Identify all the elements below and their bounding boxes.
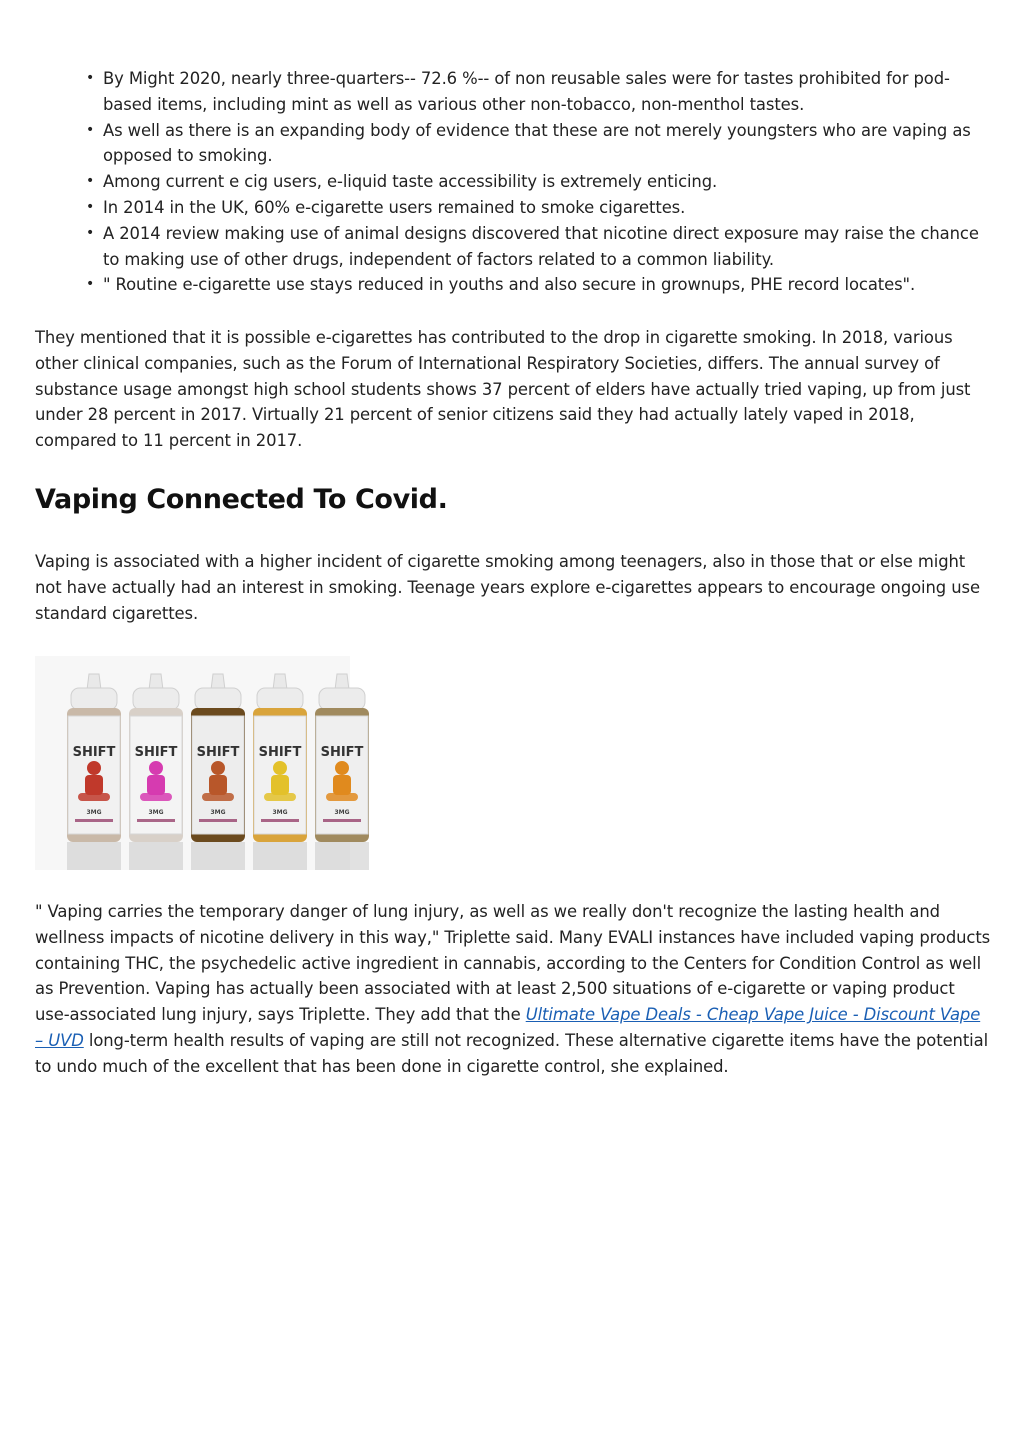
bottle bbox=[191, 674, 245, 870]
bottle-strength-text: 3MG bbox=[334, 809, 350, 816]
bottle-flavor-line bbox=[261, 819, 299, 822]
bottle-figure-head bbox=[149, 761, 163, 775]
bottle-figure-head bbox=[273, 761, 287, 775]
bottle-reflection bbox=[315, 842, 369, 870]
bottle-figure-head bbox=[335, 761, 349, 775]
bottle-strength-text: 3MG bbox=[148, 809, 164, 816]
bottle-brand-text: SHIFT bbox=[72, 745, 116, 760]
bottle-figure-body bbox=[209, 775, 227, 795]
bottle-cap bbox=[257, 688, 303, 710]
paragraph-teen-vaping: Vaping is associated with a higher incident of cigarette smoking among teenagers, also in those that or else might not have actually had an interest in smoking. Teenage years explore e-cigarettes appears to encourage ongoing use standard cigarettes. bbox=[35, 552, 980, 623]
bottle-flavor-line bbox=[75, 819, 113, 822]
product-photo bbox=[35, 656, 364, 870]
list-item: • " Routine e-cigarette use stays reduced in youths and also secure in grownups, PHE record locates". bbox=[86, 272, 990, 298]
bottle-figure-legs bbox=[140, 793, 172, 801]
list-item: • As well as there is an expanding body of evidence that these are not merely youngsters who are vaping as opposed to smoking. bbox=[86, 118, 990, 170]
bottle-reflection bbox=[129, 842, 183, 870]
bottle-figure-body bbox=[85, 775, 103, 795]
bottle-figure-legs bbox=[264, 793, 296, 801]
bottle bbox=[315, 674, 369, 870]
bullet-list bbox=[86, 66, 990, 298]
bottle-figure-legs bbox=[78, 793, 110, 801]
bottle-figure-body bbox=[147, 775, 165, 795]
bottle-brand-text: SHIFT bbox=[134, 745, 178, 760]
bottle-brand-text: SHIFT bbox=[320, 745, 364, 760]
bottle-brand-text: SHIFT bbox=[258, 745, 302, 760]
bottle-figure-body bbox=[271, 775, 289, 795]
list-item: • A 2014 review making use of animal designs discovered that nicotine direct exposure may raise the chance to making use of other drugs, independent of factors related to a common liability. bbox=[86, 221, 990, 273]
bottle-cap bbox=[319, 688, 365, 710]
bottle-cap bbox=[71, 688, 117, 710]
bottle-figure-body bbox=[333, 775, 351, 795]
bottle-flavor-line bbox=[199, 819, 237, 822]
bottle-reflection bbox=[67, 842, 121, 870]
bottle-cap bbox=[133, 688, 179, 710]
bottle-figure-legs bbox=[326, 793, 358, 801]
paragraph-survey: They mentioned that it is possible e-cigarettes has contributed to the drop in cigarette smoking. In 2018, various other clinical companies, such as the Forum of International Respiratory Societies, differs. The annual survey of substance usage amongst high school students shows 37 percent of elders have actually tried vaping, up from just under 28 percent in 2017. Virtually 21 percent of senior citizens said they had actually lately vaped in 2018, compared to 11 percent in 2017. bbox=[35, 328, 971, 451]
list-item: • By Might 2020, nearly three-quarters-- 72.6 %-- of non reusable sales were for tastes prohibited for pod-based items, including mint as well as various other non-tobacco, non-menthol tastes. bbox=[86, 66, 990, 118]
bottle-figure-head bbox=[211, 761, 225, 775]
bottle bbox=[253, 674, 307, 870]
paragraph-text-before-link: " Vaping carries the temporary danger of lung injury, as well as we really don't recognize the lasting health and wellness impacts of nicotine delivery in this way," Triplette said. Many EVALI instances have included vaping products containing THC, the psychedelic active ingredient in cannabis, according to the Centers for Condition Control as well as Prevention. Vaping has actually been associated with at least 2,500 situations of e-cigarette or vaping product use-associated lung injury, says Triplette. They add that the bbox=[35, 902, 991, 1025]
list-item: • Among current e cig users, e-liquid taste accessibility is extremely enticing. bbox=[86, 169, 990, 195]
bottle-flavor-line bbox=[323, 819, 361, 822]
paragraph-lung-injury bbox=[35, 899, 993, 1080]
bottle-reflection bbox=[253, 842, 307, 870]
bottle-strength-text: 3MG bbox=[86, 809, 102, 816]
bottle-strength-text: 3MG bbox=[272, 809, 288, 816]
uvd-link[interactable]: Ultimate Vape Deals - Cheap Vape Juice - Discount Vape – UVD bbox=[35, 1005, 981, 1050]
bottle-cap bbox=[195, 688, 241, 710]
bottle-figure-legs bbox=[202, 793, 234, 801]
bottle-figure-head bbox=[87, 761, 101, 775]
paragraph-text-after-link: long-term health results of vaping are still not recognized. These alternative cigarette items have the potential to undo much of the excellent that has been done in cigarette control, she explained. bbox=[35, 1030, 989, 1076]
bottle bbox=[67, 674, 121, 870]
bottle-reflection bbox=[191, 842, 245, 870]
bottle-flavor-line bbox=[137, 819, 175, 822]
section-heading: Vaping Connected To Covid. bbox=[35, 484, 448, 515]
list-item: • In 2014 in the UK, 60% e-cigarette users remained to smoke cigarettes. bbox=[86, 195, 990, 221]
bottle-brand-text: SHIFT bbox=[196, 745, 240, 760]
bottle bbox=[129, 674, 183, 870]
vape-bottles-image bbox=[35, 656, 364, 870]
bottle-strength-text: 3MG bbox=[210, 809, 226, 816]
